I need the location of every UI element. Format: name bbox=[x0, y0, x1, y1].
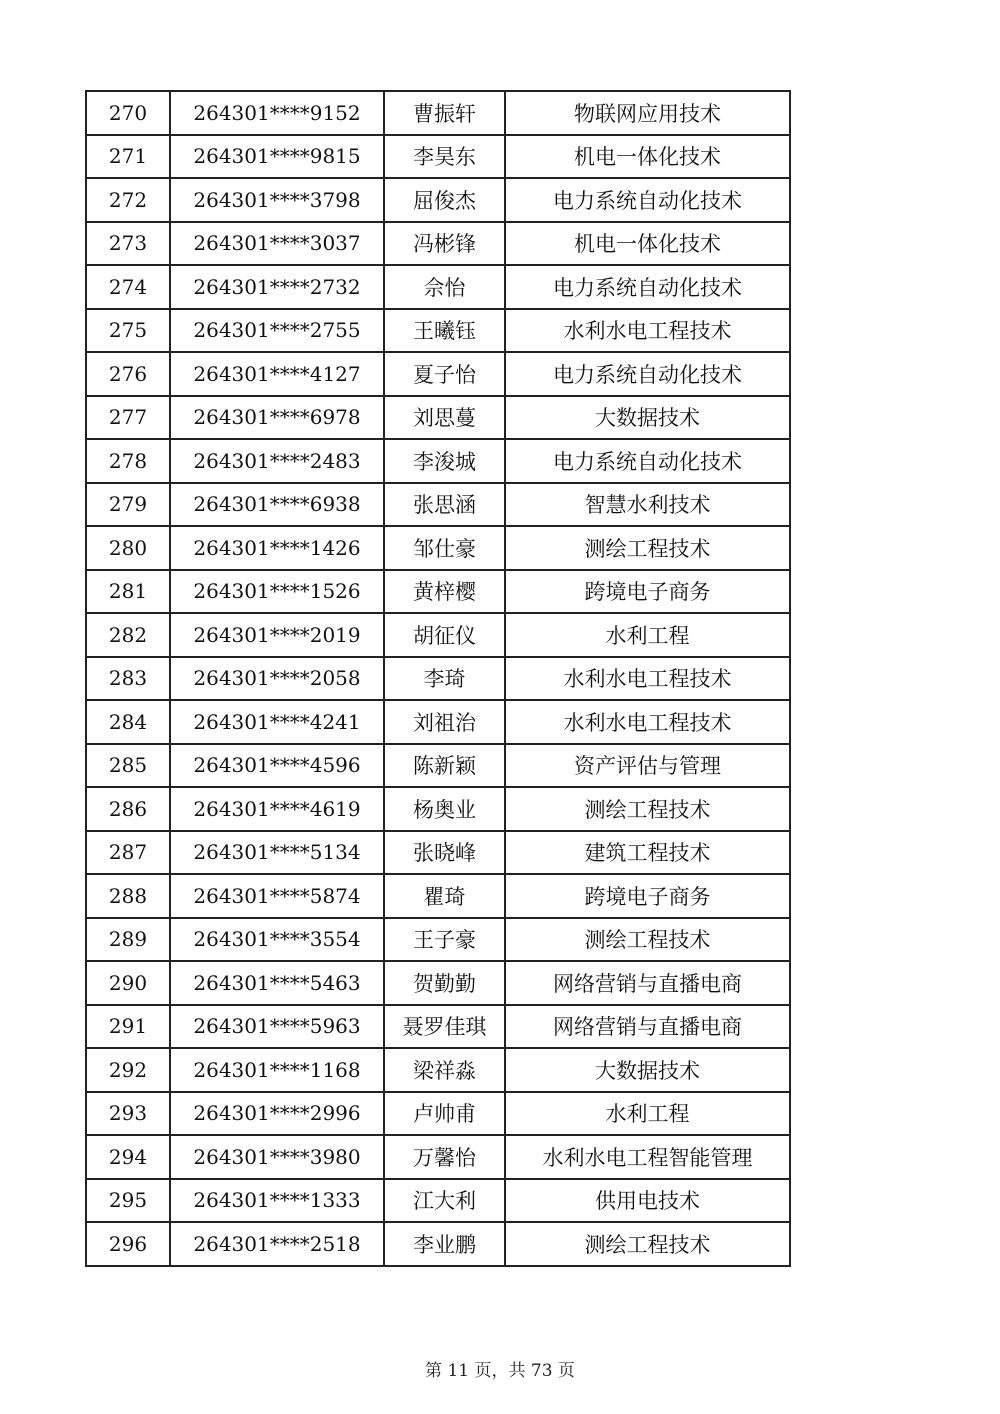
student-name-cell: 瞿琦 bbox=[384, 874, 505, 918]
student-name-cell: 刘祖治 bbox=[384, 700, 505, 744]
row-number-cell: 271 bbox=[86, 135, 170, 179]
row-number-cell: 270 bbox=[86, 91, 170, 135]
row-number-cell: 287 bbox=[86, 831, 170, 875]
table-row bbox=[86, 744, 790, 788]
table-row bbox=[86, 265, 790, 309]
table-row bbox=[86, 135, 790, 179]
table-row bbox=[86, 396, 790, 440]
student-name-cell: 陈新颖 bbox=[384, 744, 505, 788]
id-number-cell: 264301****4241 bbox=[170, 700, 384, 744]
table-row bbox=[86, 700, 790, 744]
student-name-cell: 王曦钰 bbox=[384, 309, 505, 353]
id-number-cell: 264301****3037 bbox=[170, 222, 384, 266]
student-name-cell: 李业鹏 bbox=[384, 1222, 505, 1266]
row-number-cell: 290 bbox=[86, 961, 170, 1005]
table-row bbox=[86, 1222, 790, 1266]
student-name-cell: 梁祥淼 bbox=[384, 1048, 505, 1092]
table-row bbox=[86, 352, 790, 396]
major-cell: 水利水电工程技术 bbox=[505, 657, 790, 701]
row-number-cell: 284 bbox=[86, 700, 170, 744]
id-number-cell: 264301****9815 bbox=[170, 135, 384, 179]
student-name-cell: 刘思蔓 bbox=[384, 396, 505, 440]
student-name-cell: 王子豪 bbox=[384, 918, 505, 962]
row-number-cell: 274 bbox=[86, 265, 170, 309]
page-footer: 第 11 页，共 73 页 bbox=[425, 1361, 575, 1381]
student-name-cell: 李浚城 bbox=[384, 439, 505, 483]
table-row bbox=[86, 1005, 790, 1049]
row-number-cell: 272 bbox=[86, 178, 170, 222]
major-cell: 跨境电子商务 bbox=[505, 570, 790, 614]
id-number-cell: 264301****1426 bbox=[170, 526, 384, 570]
major-cell: 水利工程 bbox=[505, 1092, 790, 1136]
table-row bbox=[86, 309, 790, 353]
table-row bbox=[86, 613, 790, 657]
id-number-cell: 264301****2732 bbox=[170, 265, 384, 309]
id-number-cell: 264301****1168 bbox=[170, 1048, 384, 1092]
row-number-cell: 289 bbox=[86, 918, 170, 962]
table-row bbox=[86, 831, 790, 875]
student-name-cell: 曹振轩 bbox=[384, 91, 505, 135]
id-number-cell: 264301****9152 bbox=[170, 91, 384, 135]
row-number-cell: 275 bbox=[86, 309, 170, 353]
id-number-cell: 264301****6938 bbox=[170, 483, 384, 527]
student-name-cell: 夏子怡 bbox=[384, 352, 505, 396]
row-number-cell: 281 bbox=[86, 570, 170, 614]
id-number-cell: 264301****1333 bbox=[170, 1179, 384, 1223]
major-cell: 测绘工程技术 bbox=[505, 918, 790, 962]
id-number-cell: 264301****4619 bbox=[170, 787, 384, 831]
major-cell: 水利水电工程智能管理 bbox=[505, 1135, 790, 1179]
id-number-cell: 264301****5874 bbox=[170, 874, 384, 918]
student-name-cell: 卢帅甫 bbox=[384, 1092, 505, 1136]
row-number-cell: 286 bbox=[86, 787, 170, 831]
row-number-cell: 276 bbox=[86, 352, 170, 396]
major-cell: 水利工程 bbox=[505, 613, 790, 657]
id-number-cell: 264301****4127 bbox=[170, 352, 384, 396]
row-number-cell: 273 bbox=[86, 222, 170, 266]
table-row bbox=[86, 222, 790, 266]
student-name-cell: 胡征仪 bbox=[384, 613, 505, 657]
id-number-cell: 264301****1526 bbox=[170, 570, 384, 614]
student-name-cell: 李昊东 bbox=[384, 135, 505, 179]
student-name-cell: 屈俊杰 bbox=[384, 178, 505, 222]
row-number-cell: 279 bbox=[86, 483, 170, 527]
row-number-cell: 293 bbox=[86, 1092, 170, 1136]
id-number-cell: 264301****2483 bbox=[170, 439, 384, 483]
row-number-cell: 278 bbox=[86, 439, 170, 483]
id-number-cell: 264301****4596 bbox=[170, 744, 384, 788]
table-row bbox=[86, 918, 790, 962]
table-row bbox=[86, 961, 790, 1005]
table-row bbox=[86, 439, 790, 483]
student-name-cell: 张晓峰 bbox=[384, 831, 505, 875]
id-number-cell: 264301****6978 bbox=[170, 396, 384, 440]
table-row bbox=[86, 1092, 790, 1136]
row-number-cell: 296 bbox=[86, 1222, 170, 1266]
major-cell: 智慧水利技术 bbox=[505, 483, 790, 527]
table-row bbox=[86, 178, 790, 222]
id-number-cell: 264301****2755 bbox=[170, 309, 384, 353]
table-row bbox=[86, 657, 790, 701]
student-name-cell: 贺勤勤 bbox=[384, 961, 505, 1005]
id-number-cell: 264301****3554 bbox=[170, 918, 384, 962]
major-cell: 测绘工程技术 bbox=[505, 526, 790, 570]
row-number-cell: 280 bbox=[86, 526, 170, 570]
id-number-cell: 264301****2058 bbox=[170, 657, 384, 701]
major-cell: 电力系统自动化技术 bbox=[505, 265, 790, 309]
id-number-cell: 264301****5963 bbox=[170, 1005, 384, 1049]
id-number-cell: 264301****5463 bbox=[170, 961, 384, 1005]
major-cell: 电力系统自动化技术 bbox=[505, 352, 790, 396]
major-cell: 测绘工程技术 bbox=[505, 1222, 790, 1266]
major-cell: 电力系统自动化技术 bbox=[505, 178, 790, 222]
student-name-cell: 佘怡 bbox=[384, 265, 505, 309]
table-row bbox=[86, 1135, 790, 1179]
table-row bbox=[86, 1179, 790, 1223]
student-name-cell: 聂罗佳琪 bbox=[384, 1005, 505, 1049]
id-number-cell: 264301****3980 bbox=[170, 1135, 384, 1179]
major-cell: 水利水电工程技术 bbox=[505, 700, 790, 744]
major-cell: 建筑工程技术 bbox=[505, 831, 790, 875]
major-cell: 跨境电子商务 bbox=[505, 874, 790, 918]
student-name-cell: 万馨怡 bbox=[384, 1135, 505, 1179]
major-cell: 物联网应用技术 bbox=[505, 91, 790, 135]
id-number-cell: 264301****2996 bbox=[170, 1092, 384, 1136]
student-name-cell: 邹仕豪 bbox=[384, 526, 505, 570]
table-row bbox=[86, 874, 790, 918]
major-cell: 大数据技术 bbox=[505, 396, 790, 440]
id-number-cell: 264301****2019 bbox=[170, 613, 384, 657]
major-cell: 大数据技术 bbox=[505, 1048, 790, 1092]
row-number-cell: 283 bbox=[86, 657, 170, 701]
row-number-cell: 294 bbox=[86, 1135, 170, 1179]
table-row bbox=[86, 1048, 790, 1092]
major-cell: 网络营销与直播电商 bbox=[505, 961, 790, 1005]
table-row bbox=[86, 483, 790, 527]
student-name-cell: 杨奥业 bbox=[384, 787, 505, 831]
id-number-cell: 264301****5134 bbox=[170, 831, 384, 875]
major-cell: 网络营销与直播电商 bbox=[505, 1005, 790, 1049]
table-row bbox=[86, 570, 790, 614]
row-number-cell: 288 bbox=[86, 874, 170, 918]
row-number-cell: 295 bbox=[86, 1179, 170, 1223]
student-name-cell: 李琦 bbox=[384, 657, 505, 701]
student-name-cell: 黄梓樱 bbox=[384, 570, 505, 614]
table-row bbox=[86, 787, 790, 831]
student-name-cell: 冯彬锋 bbox=[384, 222, 505, 266]
id-number-cell: 264301****3798 bbox=[170, 178, 384, 222]
student-roster-table bbox=[85, 90, 791, 1267]
table-row bbox=[86, 91, 790, 135]
major-cell: 水利水电工程技术 bbox=[505, 309, 790, 353]
id-number-cell: 264301****2518 bbox=[170, 1222, 384, 1266]
major-cell: 机电一体化技术 bbox=[505, 135, 790, 179]
major-cell: 测绘工程技术 bbox=[505, 787, 790, 831]
row-number-cell: 285 bbox=[86, 744, 170, 788]
major-cell: 资产评估与管理 bbox=[505, 744, 790, 788]
row-number-cell: 282 bbox=[86, 613, 170, 657]
major-cell: 机电一体化技术 bbox=[505, 222, 790, 266]
row-number-cell: 291 bbox=[86, 1005, 170, 1049]
row-number-cell: 277 bbox=[86, 396, 170, 440]
row-number-cell: 292 bbox=[86, 1048, 170, 1092]
student-name-cell: 张思涵 bbox=[384, 483, 505, 527]
student-name-cell: 江大利 bbox=[384, 1179, 505, 1223]
roster-body bbox=[86, 91, 790, 1266]
table-row bbox=[86, 526, 790, 570]
major-cell: 电力系统自动化技术 bbox=[505, 439, 790, 483]
major-cell: 供用电技术 bbox=[505, 1179, 790, 1223]
